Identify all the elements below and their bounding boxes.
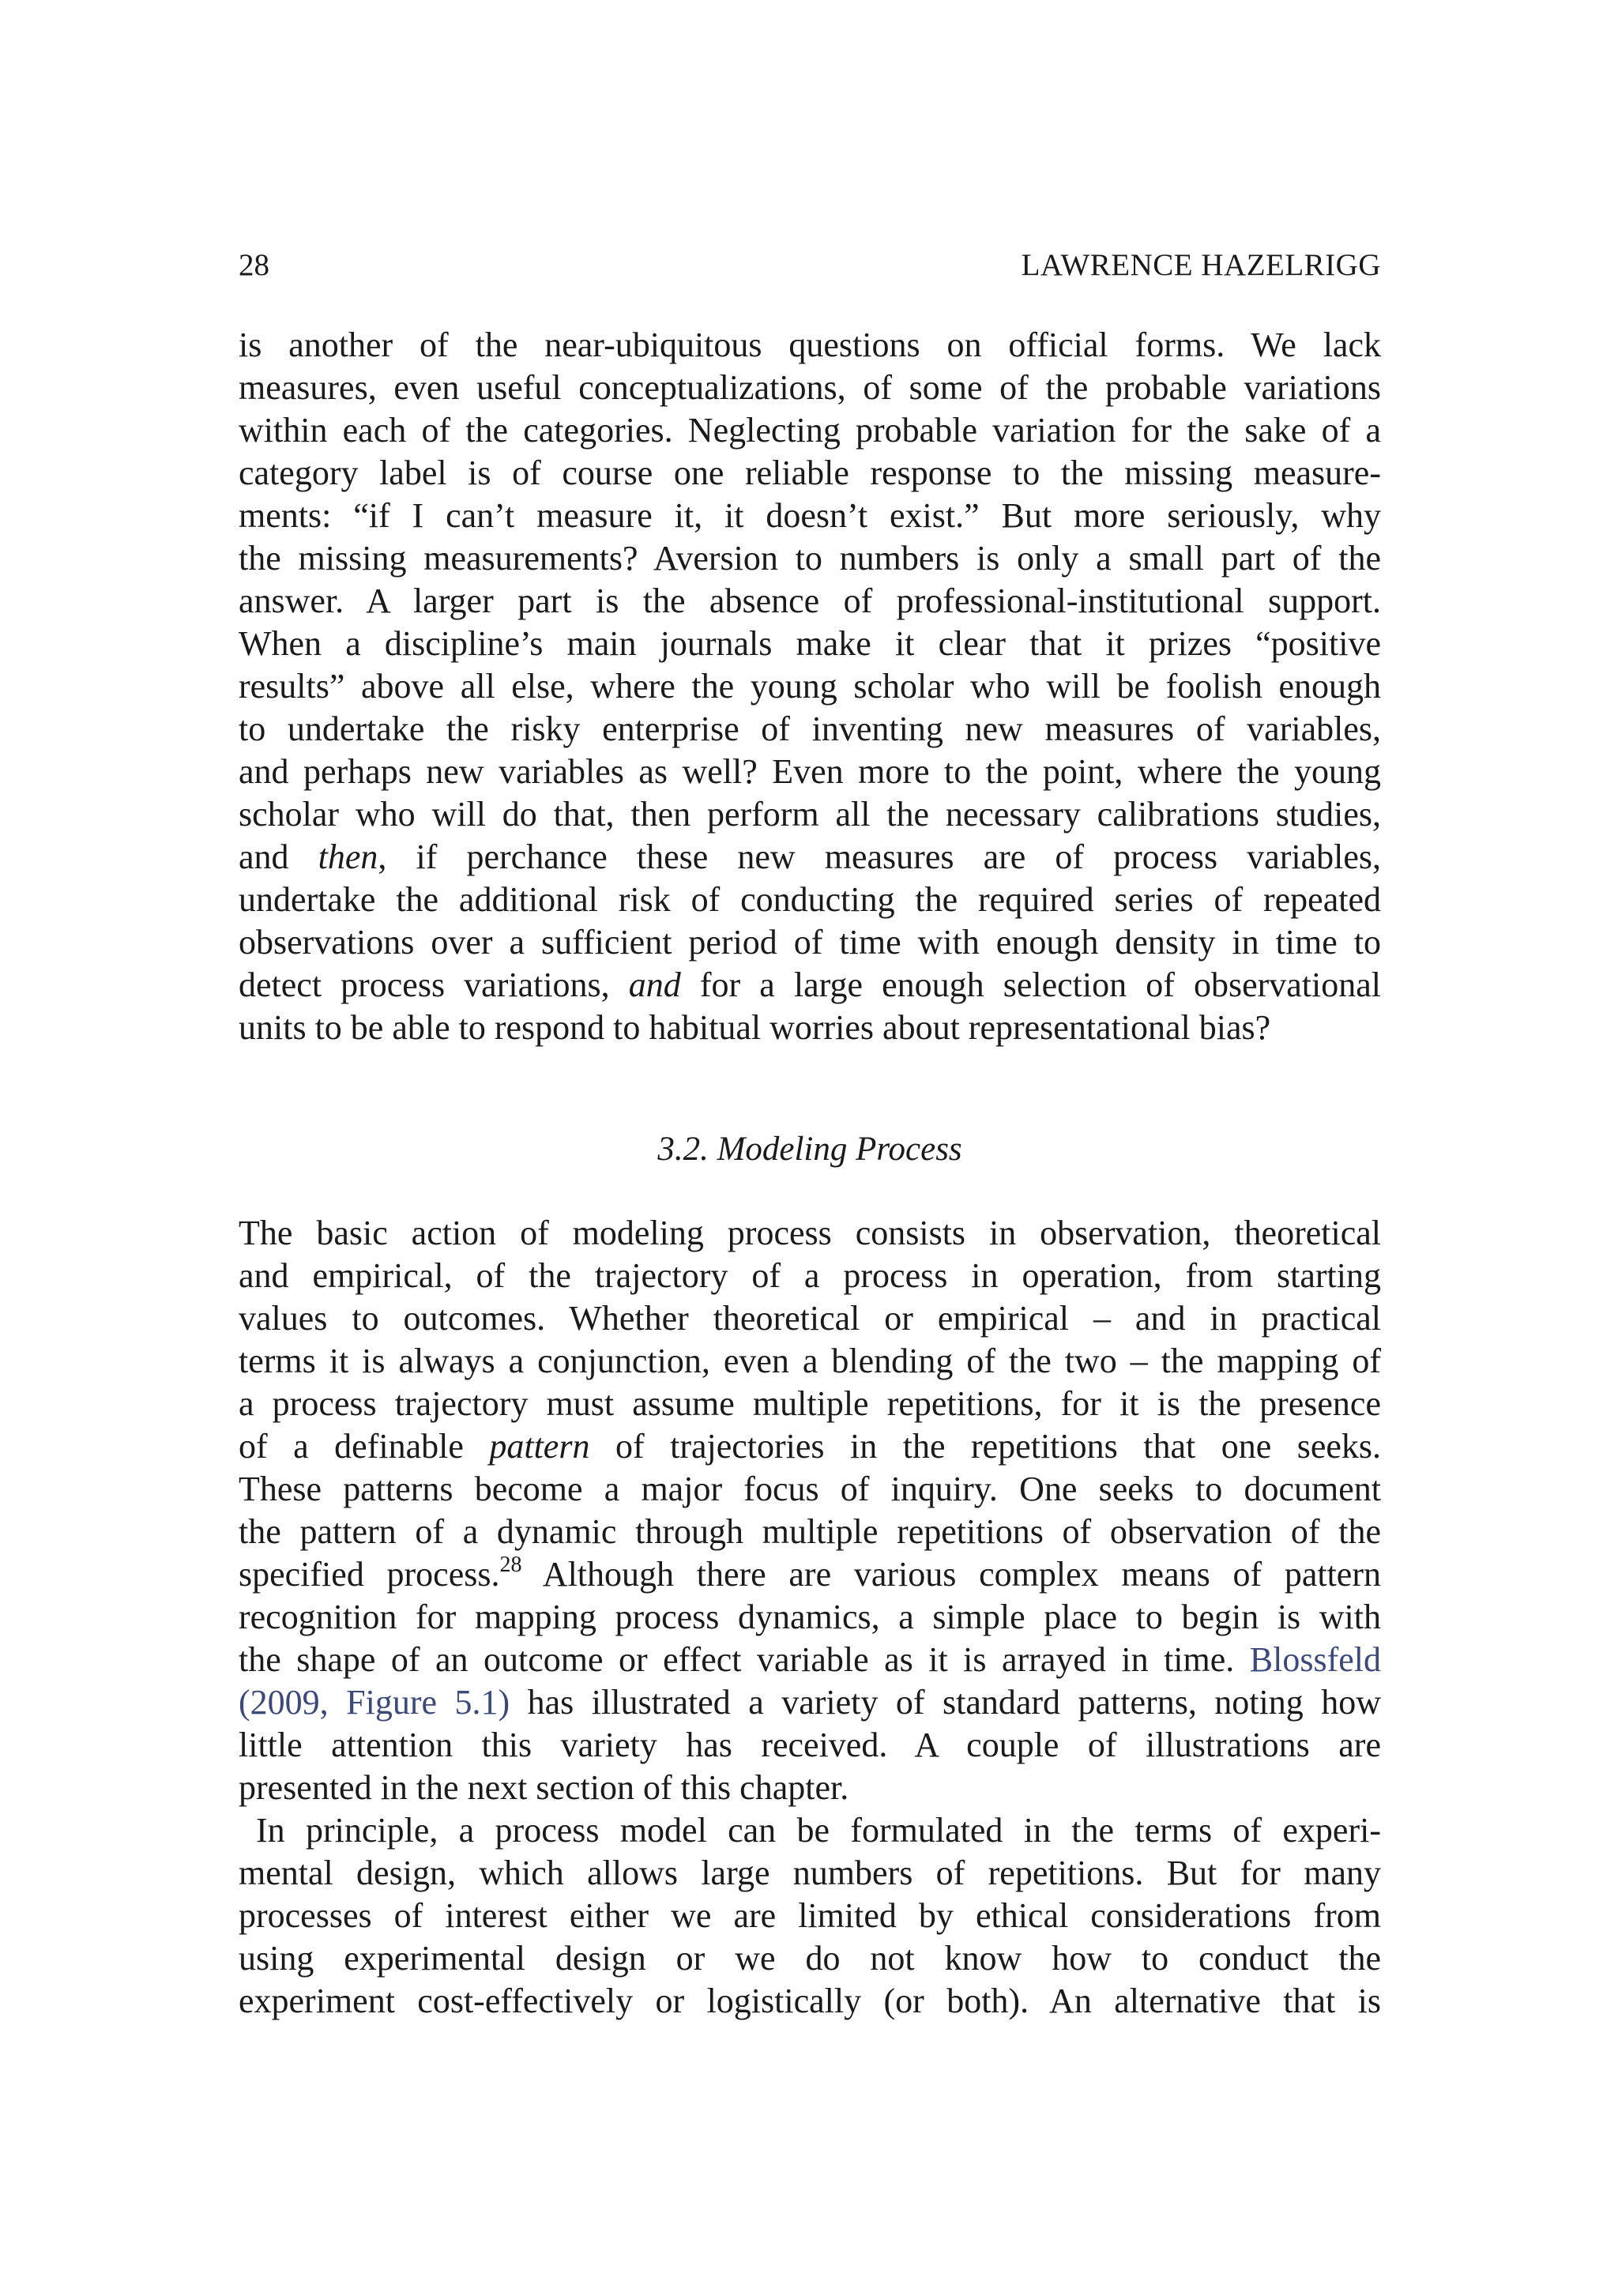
text-segment: , if perchance these new measures are of process variables, — [378, 837, 1382, 876]
text-line: category label is of course one reliable response to the missing measure- — [239, 454, 1381, 492]
text-line: undertake the additional risk of conducting the required series of repeated — [239, 880, 1381, 919]
text-line: experiment cost-effectively or logistically (or both). An alternative that is — [239, 1982, 1381, 2020]
text-line: the missing measurements? Aversion to numbers is only a small part of the — [239, 539, 1381, 578]
text-line: ments: “if I can’t measure it, it doesn’t exist.” But more seriously, why — [239, 496, 1381, 535]
paragraph — [239, 1809, 1381, 2023]
book-page — [239, 247, 1381, 2023]
text-line — [239, 1553, 1381, 1596]
text-line — [239, 1425, 1381, 1468]
text-line — [239, 836, 1381, 879]
text-line: results” above all else, where the young scholar who will be foolish enough — [239, 667, 1381, 706]
footnote-ref-28[interactable]: 28 — [499, 1553, 522, 1577]
text-segment: for a large enough selection of observational — [699, 965, 1381, 1004]
text-line: terms it is always a conjunction, even a blending of the two – the mapping of — [239, 1342, 1381, 1380]
text-segment: of trajectories in the repetitions that one seeks. — [615, 1427, 1382, 1466]
emphasis-text: then — [318, 837, 378, 876]
text-line: These patterns become a major focus of inquiry. One seeks to document — [239, 1470, 1381, 1508]
text-line: recognition for mapping process dynamics, a simple place to begin is with — [239, 1598, 1381, 1636]
text-line: processes of interest either we are limited by ethical considerations from — [239, 1896, 1381, 1935]
text-line: When a discipline’s main journals make it clear that it prizes “positive — [239, 624, 1381, 663]
text-line: scholar who will do that, then perform all the necessary calibrations studies, — [239, 795, 1381, 834]
text-line: In principle, a process model can be formulated in the terms of experi- — [256, 1811, 1381, 1850]
emphasis-text: pattern — [489, 1427, 590, 1466]
paragraph — [239, 1212, 1381, 1809]
text-segment: specified process. — [239, 1555, 500, 1594]
text-line: to undertake the risky enterprise of inventing new measures of variables, — [239, 710, 1381, 748]
text-line: a process trajectory must assume multiple repetitions, for it is the presence — [239, 1384, 1381, 1423]
text-segment: has illustrated a variety of standard patterns, noting how — [527, 1683, 1381, 1722]
text-line: measures, even useful conceptualizations, of some of the probable variations — [239, 368, 1381, 407]
text-segment: of a definable — [239, 1427, 464, 1466]
page-number: 28 — [239, 248, 269, 282]
text-line: and perhaps new variables as well? Even more to the point, where the young — [239, 752, 1381, 791]
text-line: within each of the categories. Neglecting probable variation for the sake of a — [239, 411, 1381, 450]
text-segment: Although there are various complex means of pattern — [542, 1555, 1381, 1594]
citation-link[interactable]: (2009, Figure 5.1) — [239, 1683, 510, 1722]
running-head — [239, 247, 1381, 284]
text-line — [239, 1681, 1381, 1724]
section-heading: 3.2. Modeling Process — [657, 1131, 962, 1168]
text-line — [239, 1639, 1381, 1681]
text-line — [239, 964, 1381, 1007]
text-line: values to outcomes. Whether theoretical or empirical – and in practical — [239, 1299, 1381, 1338]
text-line: the pattern of a dynamic through multiple repetitions of observation of the — [239, 1512, 1381, 1551]
text-segment: detect process variations, — [239, 965, 610, 1004]
text-line: mental design, which allows large numbers of repetitions. But for many — [239, 1854, 1381, 1892]
text-segment: and — [239, 837, 289, 876]
text-line: observations over a sufficient period of time with enough density in time to — [239, 923, 1381, 962]
citation-link[interactable]: Blossfeld — [1249, 1640, 1382, 1679]
emphasis-text: and — [628, 965, 681, 1004]
text-line: and empirical, of the trajectory of a process in operation, from starting — [239, 1256, 1381, 1295]
text-line: little attention this variety has received. A couple of illustrations are — [239, 1726, 1381, 1764]
body-text — [239, 324, 1381, 2023]
text-line: The basic action of modeling process consists in observation, theoretical — [239, 1214, 1381, 1252]
text-segment: the shape of an outcome or effect variable as it is arrayed in time. — [239, 1640, 1235, 1679]
running-title: LAWRENCE HAZELRIGG — [1021, 248, 1381, 282]
text-line: units to be able to respond to habitual worries about representational bias? — [239, 1008, 1271, 1047]
text-line: presented in the next section of this chapter. — [239, 1768, 849, 1807]
text-line: answer. A larger part is the absence of professional-institutional support. — [239, 582, 1381, 620]
text-line: is another of the near-ubiquitous questions on official forms. We lack — [239, 326, 1381, 364]
paragraph-continued — [239, 324, 1381, 1049]
text-line: using experimental design or we do not know how to conduct the — [239, 1939, 1381, 1978]
